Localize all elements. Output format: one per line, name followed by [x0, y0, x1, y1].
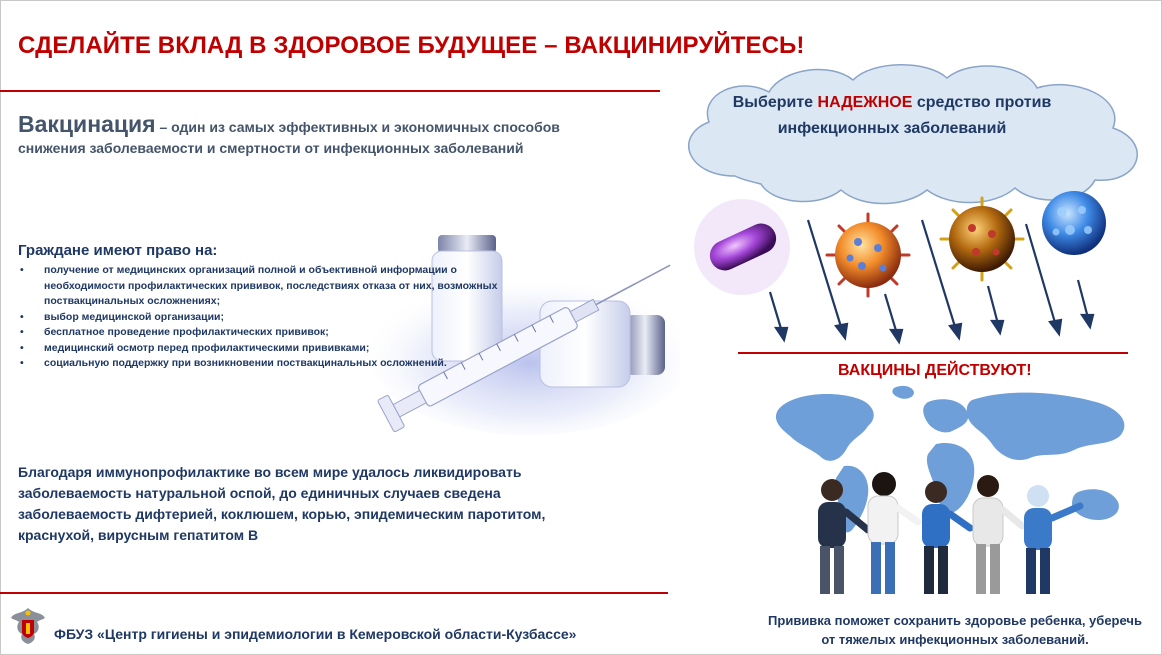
immunization-success-text: Благодаря иммунопрофилактике во всем мире удалось ликвидировать заболеваемость натуральной оспой, до единичных случаев сведена заболеваемость дифтерией, коклюшем, корью, эпидемическим паротитом, краснухой, вирусным гепатитом В — [18, 464, 546, 543]
slide-title: СДЕЛАЙТЕ ВКЛАД В ЗДОРОВОЕ БУДУЩЕЕ – ВАКЦИНИРУЙТЕСЬ! — [18, 32, 805, 59]
rights-list — [18, 263, 518, 372]
cloud-message-end: средство против инфекционных заболеваний — [777, 94, 1052, 137]
rights-item: • медицинский осмотр перед профилактическими прививками; — [18, 341, 518, 357]
arrow-down-icon — [1078, 280, 1093, 327]
rights-item: • получение от медицинских организаций полной и объективной информации о необходимости профилактических прививок, последствиях отказа от них, возможных поствакцинальных осложнениях; — [18, 263, 518, 310]
vaccination-definition — [18, 111, 618, 159]
rights-item: • социальную поддержку при возникновении поствакцинальных осложнений. — [18, 356, 518, 372]
microbes-and-arrows — [690, 190, 1160, 350]
cloud-message — [722, 90, 1062, 142]
virus-icon — [827, 214, 909, 296]
virus-icon — [1042, 191, 1106, 255]
rights-item: • выбор медицинской организации; — [18, 310, 518, 326]
divider-top — [0, 90, 660, 92]
rights-title: Граждане имеют право на: — [18, 242, 218, 259]
divider-bottom — [0, 592, 668, 594]
world-map-illustration — [760, 380, 1160, 605]
closing-message: Прививка поможет сохранить здоровье ребенка, уберечь от тяжелых инфекционных заболеваний. — [768, 613, 1142, 647]
divider-right — [738, 352, 1128, 354]
vaccines-work-title: ВАКЦИНЫ ДЕЙСТВУЮТ! — [838, 362, 1032, 379]
cloud-message-accent: НАДЕЖНОЕ — [817, 94, 913, 111]
rights-item: • бесплатное проведение профилактических прививок; — [18, 325, 518, 341]
arrow-down-icon — [988, 286, 1003, 333]
arrow-down-icon — [885, 294, 902, 342]
cloud-message-start: Выберите — [732, 94, 818, 111]
organization-name: ФБУЗ «Центр гигиены и эпидемиологии в Кемеровской области-Кузбассе» — [54, 626, 577, 642]
vaccination-definition-text: – один из самых эффективных и экономичных способов снижения заболеваемости и смертности от инфекционных заболеваний — [18, 119, 560, 156]
virus-icon — [941, 198, 1023, 280]
vaccination-term: Вакцинация — [18, 111, 156, 137]
arrow-down-icon — [770, 292, 787, 340]
emblem-icon — [8, 604, 48, 648]
bacterium-icon — [694, 199, 790, 295]
